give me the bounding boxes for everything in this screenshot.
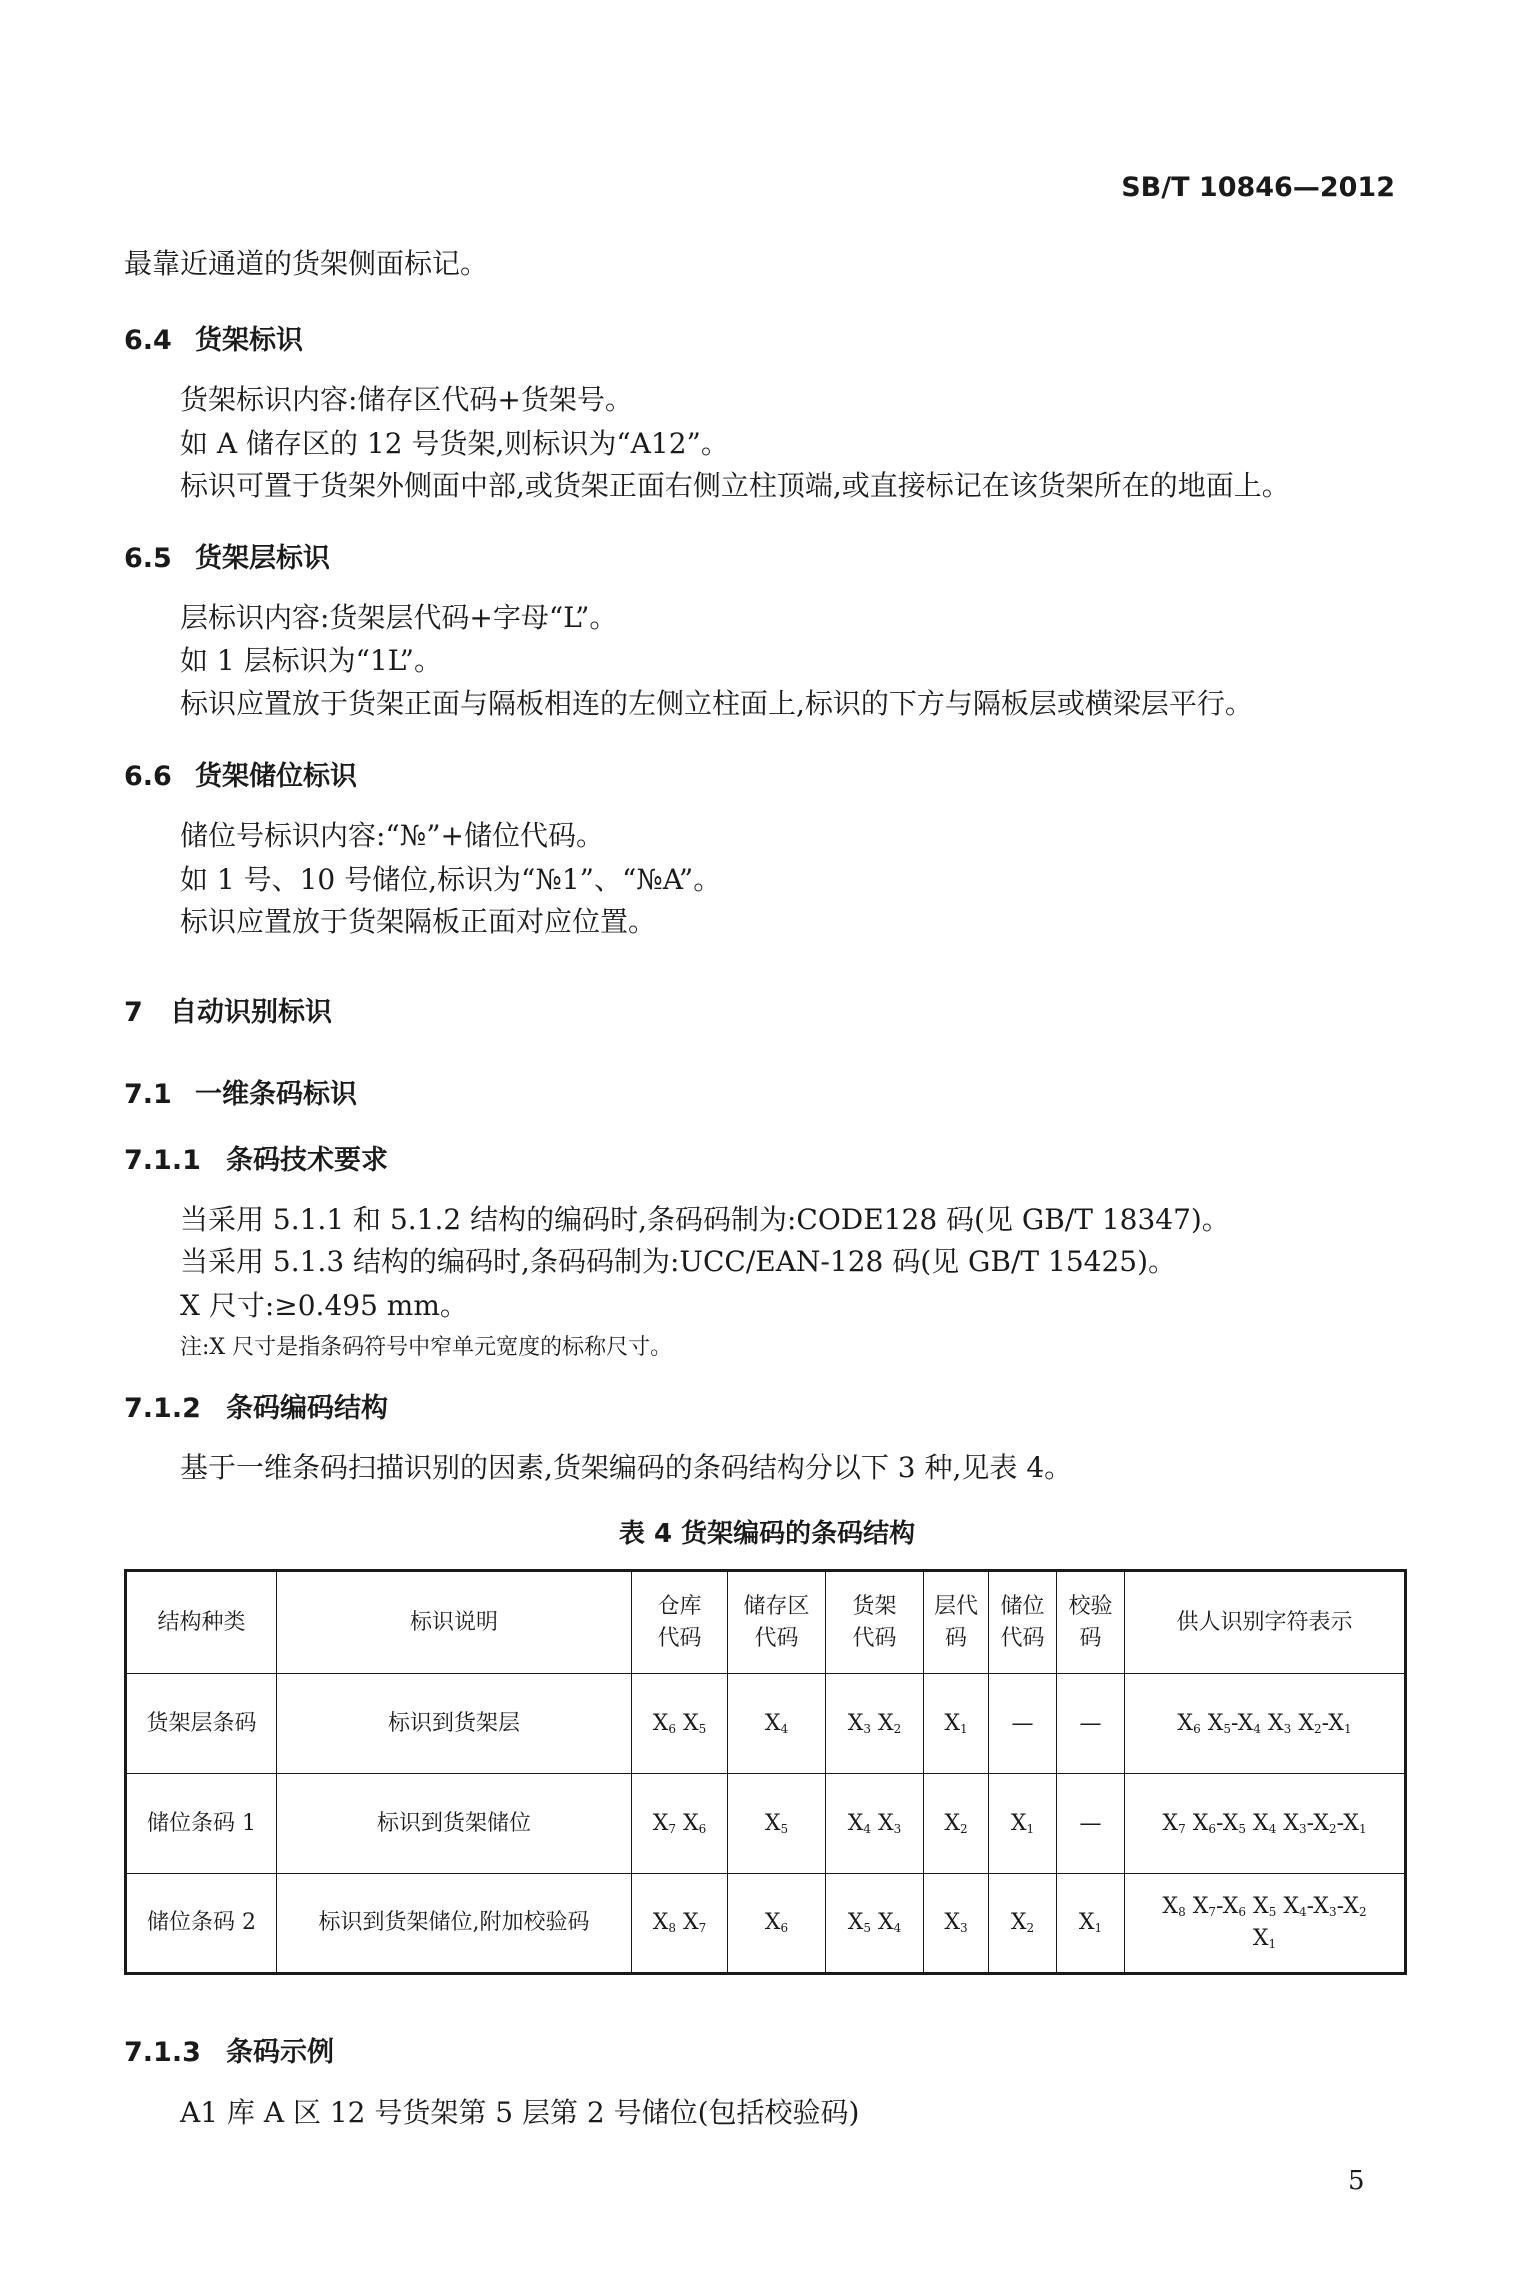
subscript: 1 [1026, 1821, 1035, 1836]
heading-number: 7.1 [124, 1079, 172, 1110]
subscript: 5 [1268, 1905, 1277, 1920]
section-heading-7-1-3 [124, 2030, 334, 2069]
heading-number: 6.5 [124, 543, 172, 574]
paragraph: 当采用 5.1.3 结构的编码时,条码码制为:UCC/EAN-128 码(见 GB/T 15425)。 [180, 1245, 1176, 1278]
header-line: 货架 [852, 1593, 897, 1619]
subscript: 4 [1268, 1821, 1277, 1836]
subscript: 1 [960, 1721, 968, 1736]
header-line: 仓库 [657, 1593, 702, 1619]
cell-layer: $X_3$ [924, 1874, 989, 1974]
human-readable-line: $X_7$ $X_6-X_5$ $X_4$ $X_3-X_2-X_1$ [1162, 1810, 1367, 1836]
subscript: 3 [960, 1921, 968, 1936]
subscript: 5 [863, 1921, 871, 1936]
table-row [126, 1874, 1406, 1974]
subscript: 2 [1328, 1821, 1337, 1836]
header-structure: 结构种类 [126, 1571, 277, 1674]
header-line: 码 [944, 1625, 967, 1651]
cell-check: — [1057, 1674, 1125, 1774]
subscript: 3 [1299, 1821, 1307, 1836]
subscript: 3 [1283, 1721, 1292, 1736]
paragraph: X 尺寸:≥0.495 mm。 [180, 1289, 468, 1322]
paragraph: 当采用 5.1.1 和 5.1.2 结构的编码时,条码码制为:CODE128 码(见 GB/T 18347)。 [180, 1203, 1230, 1236]
header-zone [728, 1571, 826, 1674]
subscript: 7 [668, 1821, 676, 1836]
subscript: 2 [893, 1721, 902, 1736]
subscript: 5 [1238, 1821, 1247, 1836]
cell-type: 货架层条码 [126, 1674, 277, 1774]
header-line: 校验 [1068, 1593, 1113, 1619]
subscript: 4 [780, 1721, 789, 1736]
subscript: 7 [1178, 1821, 1186, 1836]
subscript: 6 [668, 1721, 676, 1736]
cell-human [1125, 1774, 1406, 1874]
header-desc: 标识说明 [277, 1571, 632, 1674]
subscript: 8 [1178, 1905, 1186, 1920]
page-number: 5 [1348, 2166, 1365, 2196]
heading-number: 7.1.1 [124, 1145, 201, 1176]
header-line: 储位 [1000, 1593, 1045, 1619]
table-caption: 表 4 货架编码的条码结构 [618, 1519, 916, 1549]
cell-rack: $X_5$ $X_4$ [826, 1874, 924, 1974]
cell-rack: $X_4$ $X_3$ [826, 1774, 924, 1874]
subscript: 1 [1343, 1721, 1352, 1736]
header-line: 储存区 [743, 1593, 810, 1619]
cell-human [1125, 1874, 1406, 1974]
header-rack [826, 1571, 924, 1674]
heading-number: 6.4 [124, 325, 172, 356]
subscript: 1 [1094, 1921, 1103, 1936]
subscript: 6 [698, 1821, 707, 1836]
subscript: 2 [1358, 1905, 1367, 1920]
header-line: 代码 [1000, 1625, 1045, 1651]
heading-number: 7.1.3 [124, 2037, 201, 2068]
paragraph: 如 1 号、10 号储位,标识为“№1”、“№A”。 [180, 863, 722, 896]
cell-type: 储位条码 2 [126, 1874, 277, 1974]
cell-rack: $X_3$ $X_2$ [826, 1674, 924, 1774]
heading-number: 7.1.2 [124, 1393, 201, 1424]
table-row [126, 1674, 1406, 1774]
paragraph: 标识可置于货架外侧面中部,或货架正面右侧立柱顶端,或直接标记在该货架所在的地面上。 [180, 469, 1290, 502]
subscript: 3 [863, 1721, 871, 1736]
cell-slot: $X_2$ [989, 1874, 1057, 1974]
cell-type: 储位条码 1 [126, 1774, 277, 1874]
cell-desc: 标识到货架储位,附加校验码 [277, 1874, 632, 1974]
subscript: 5 [1223, 1721, 1232, 1736]
cell-warehouse: $X_8$ $X_7$ [632, 1874, 728, 1974]
heading-title: 条码编码结构 [226, 1393, 388, 1424]
header-line: 层代 [933, 1593, 978, 1619]
header-line: 码 [1079, 1625, 1102, 1651]
subscript: 4 [1299, 1905, 1307, 1920]
paragraph: 标识应置放于货架正面与隔板相连的左侧立柱面上,标识的下方与隔板层或横梁层平行。 [180, 687, 1253, 720]
cell-zone: $X_4$ [728, 1674, 826, 1774]
subscript: 4 [893, 1921, 902, 1936]
cell-slot: — [989, 1674, 1057, 1774]
paragraph: 标识应置放于货架隔板正面对应位置。 [180, 905, 657, 938]
subscript: 6 [1208, 1821, 1217, 1836]
subscript: 4 [1253, 1721, 1261, 1736]
human-readable-line: $X_8$ $X_7-X_6$ $X_5$ $X_4-X_3-X_2$ [1162, 1894, 1367, 1920]
subscript: 5 [780, 1821, 789, 1836]
header-warehouse [632, 1571, 728, 1674]
heading-title: 货架储位标识 [195, 761, 357, 792]
paragraph: 层标识内容:货架层代码+字母“L”。 [180, 601, 618, 634]
paragraph: A1 库 A 区 12 号货架第 5 层第 2 号储位(包括校验码) [180, 2096, 860, 2129]
cell-warehouse: $X_6$ $X_5$ [632, 1674, 728, 1774]
cell-desc: 标识到货架储位 [277, 1774, 632, 1874]
subscript: 1 [1358, 1821, 1367, 1836]
section-heading-6-5 [124, 536, 330, 575]
cell-zone: $X_6$ [728, 1874, 826, 1974]
paragraph: 储位号标识内容:“№”+储位代码。 [180, 819, 605, 852]
section-heading-6-4 [124, 318, 303, 357]
table-row [126, 1774, 1406, 1874]
header-line: 代码 [754, 1625, 799, 1651]
section-heading-7 [124, 990, 332, 1029]
subscript: 3 [1328, 1905, 1337, 1920]
cell-slot: $X_1$ [989, 1774, 1057, 1874]
header-line: 代码 [852, 1625, 897, 1651]
heading-title: 条码示例 [226, 2037, 334, 2068]
cell-check: — [1057, 1774, 1125, 1874]
header-check [1057, 1571, 1125, 1674]
paragraph: 如 A 储存区的 12 号货架,则标识为“A12”。 [180, 427, 729, 460]
heading-title: 条码技术要求 [226, 1145, 388, 1176]
heading-title: 一维条码标识 [195, 1079, 357, 1110]
cell-desc: 标识到货架层 [277, 1674, 632, 1774]
subscript: 6 [780, 1921, 789, 1936]
human-readable-line: $X_6$ $X_5-X_4$ $X_3$ $X_2-X_1$ [1177, 1710, 1352, 1736]
barcode-structure-table [124, 1569, 1407, 1975]
subscript: 5 [698, 1721, 707, 1736]
header-line: 代码 [657, 1625, 702, 1651]
human-readable-line: $X_1$ [1252, 1926, 1277, 1951]
paragraph: 如 1 层标识为“1L”。 [180, 644, 442, 677]
header-human: 供人识别字符表示 [1125, 1571, 1406, 1674]
cell-human [1125, 1674, 1406, 1774]
section-heading-7-1-2 [124, 1386, 388, 1425]
subscript: 3 [893, 1821, 902, 1836]
subscript: 2 [960, 1821, 968, 1836]
subscript: 7 [1208, 1905, 1217, 1920]
subscript: 8 [668, 1921, 676, 1936]
section-heading-7-1-1 [124, 1138, 388, 1177]
heading-number: 7 [124, 997, 143, 1028]
heading-number: 6.6 [124, 761, 172, 792]
header-layer [924, 1571, 989, 1674]
note: 注:X 尺寸是指条码符号中窄单元宽度的标称尺寸。 [180, 1335, 673, 1360]
cell-layer: $X_1$ [924, 1674, 989, 1774]
heading-title: 货架层标识 [195, 543, 330, 574]
subscript: 7 [698, 1921, 707, 1936]
section-heading-7-1 [124, 1072, 357, 1111]
paragraph: 最靠近通道的货架侧面标记。 [124, 247, 489, 280]
section-heading-6-6 [124, 754, 357, 793]
cell-check: $X_1$ [1057, 1874, 1125, 1974]
cell-layer: $X_2$ [924, 1774, 989, 1874]
subscript: 6 [1238, 1905, 1247, 1920]
standard-number: SB/T 10846—2012 [1121, 172, 1395, 203]
heading-title: 货架标识 [195, 325, 303, 356]
subscript: 6 [1193, 1721, 1201, 1736]
paragraph: 基于一维条码扫描识别的因素,货架编码的条码结构分以下 3 种,见表 4。 [180, 1451, 1073, 1484]
table-header-row [126, 1571, 1406, 1674]
subscript: 2 [1026, 1921, 1035, 1936]
cell-warehouse: $X_7$ $X_6$ [632, 1774, 728, 1874]
cell-zone: $X_5$ [728, 1774, 826, 1874]
subscript: 4 [863, 1821, 871, 1836]
paragraph: 货架标识内容:储存区代码+货架号。 [180, 383, 633, 416]
subscript: 1 [1268, 1937, 1277, 1951]
heading-title: 自动识别标识 [170, 997, 332, 1028]
header-slot [989, 1571, 1057, 1674]
subscript: 2 [1313, 1721, 1322, 1736]
